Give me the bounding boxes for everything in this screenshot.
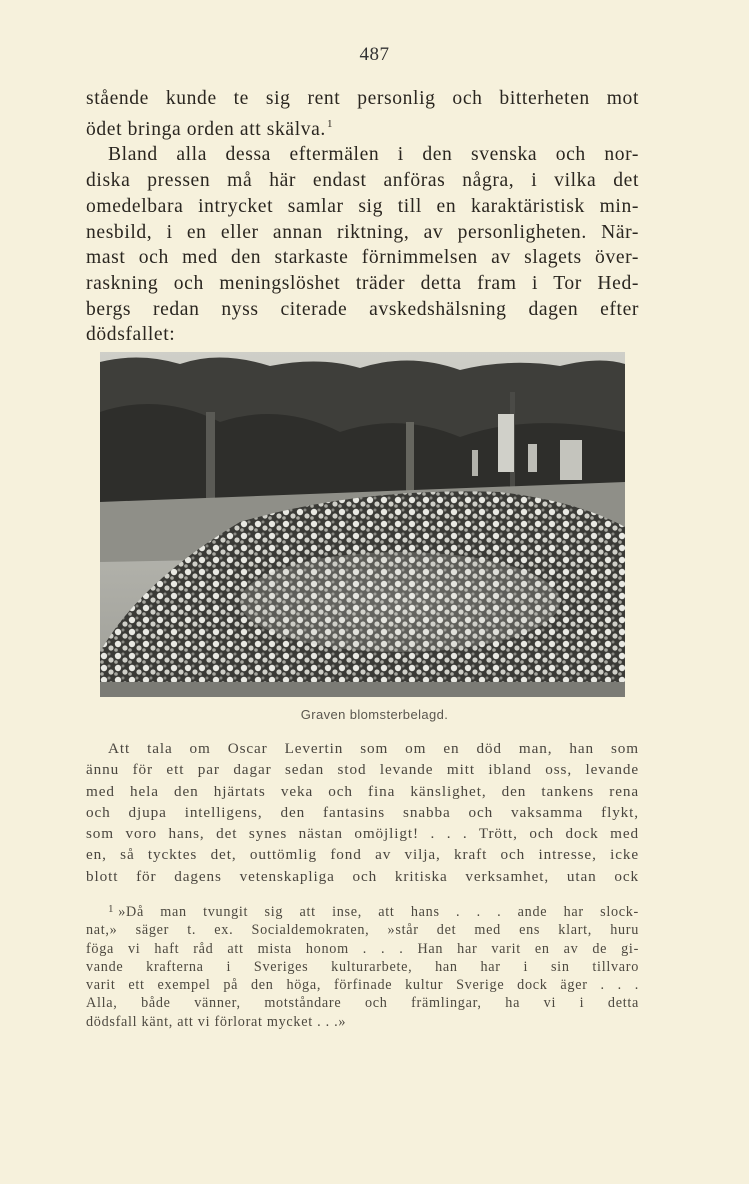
footnote <box>86 900 639 1031</box>
footnote-line-7: dödsfall känt, att vi förlorat mycket . . .» <box>86 1013 347 1030</box>
quoted-text <box>86 738 639 887</box>
footnote-line-1-text: »Då man tvungit sig att inse, att hans . . . ande har slock- <box>118 904 639 920</box>
footnote-line-1 <box>86 900 639 921</box>
quote-line-4: och djupa intelligens, den fantasins snabba och vaksamma flykt, <box>86 803 639 821</box>
footnote-reference: 1 <box>326 117 333 130</box>
body-line-7: mast och med den starkaste förnimmelsen av slagets över- <box>86 247 639 269</box>
footnote-line-3: föga vi haft råd att mista honom . . . Han har varit en av de gi- <box>86 940 639 957</box>
page-number: 487 <box>359 44 390 65</box>
quote-line-2: ännu för ett par dagar sedan stod levande mitt ibland oss, levande <box>86 761 639 779</box>
body-line-6: nesbild, i en eller annan riktning, av personligheten. När- <box>86 221 639 243</box>
quote-line-1: Att tala om Oscar Levertin som om en död man, han som <box>108 740 639 757</box>
body-line-2 <box>86 112 639 143</box>
quote-line-5: som voro hans, det synes nästan omöjligt! . . . Trött, och dock med <box>86 825 639 843</box>
footnote-line-4: vande krafterna i Sveriges kulturarbete, han har i sin tillvaro <box>86 958 639 975</box>
footnote-line-6: Alla, både vänner, motståndare och främlingar, ha vi i detta <box>86 995 639 1012</box>
footnote-marker: 1 <box>108 903 115 915</box>
photo-caption: Graven blomsterbelagd. <box>300 707 449 722</box>
body-line-3: Bland alla dessa eftermälen i den svenska och nor- <box>108 144 639 166</box>
body-line-5: omedelbara intrycket samlar sig till en karaktäristisk min- <box>86 195 639 217</box>
quote-line-7: blott för dagens vetenskapliga och kritiska verksamhet, utan ock <box>86 867 639 885</box>
footnote-line-5: varit ett exempel på den höga, förfinade kultur Sverige dock äger . . . <box>86 977 639 994</box>
grave-photo <box>100 352 625 697</box>
body-line-1: stående kunde te sig rent personlig och bitterheten mot <box>86 88 639 109</box>
body-line-4: diska pressen må här endast anföras några, i vilka det <box>86 170 639 192</box>
body-line-9: bergs redan nyss citerade avskedshälsning dagen efter <box>86 298 639 320</box>
quote-line-3: med hela den hjärtats veka och fina känslighet, den tankens rena <box>86 782 639 800</box>
footnote-line-2: nat,» säger t. ex. Socialdemokraten, »står det med ens klart, huru <box>86 922 639 939</box>
body-line-10: dödsfallet: <box>86 324 176 346</box>
body-text <box>86 86 639 348</box>
quote-line-6: en, så tycktes det, outtömlig fond av vilja, kraft och intresse, icke <box>86 846 639 864</box>
body-line-2-text: ödet bringa orden att skälva. <box>86 118 326 140</box>
body-line-8: raskning och meningslöshet träder detta fram i Tor Hed- <box>86 272 639 294</box>
